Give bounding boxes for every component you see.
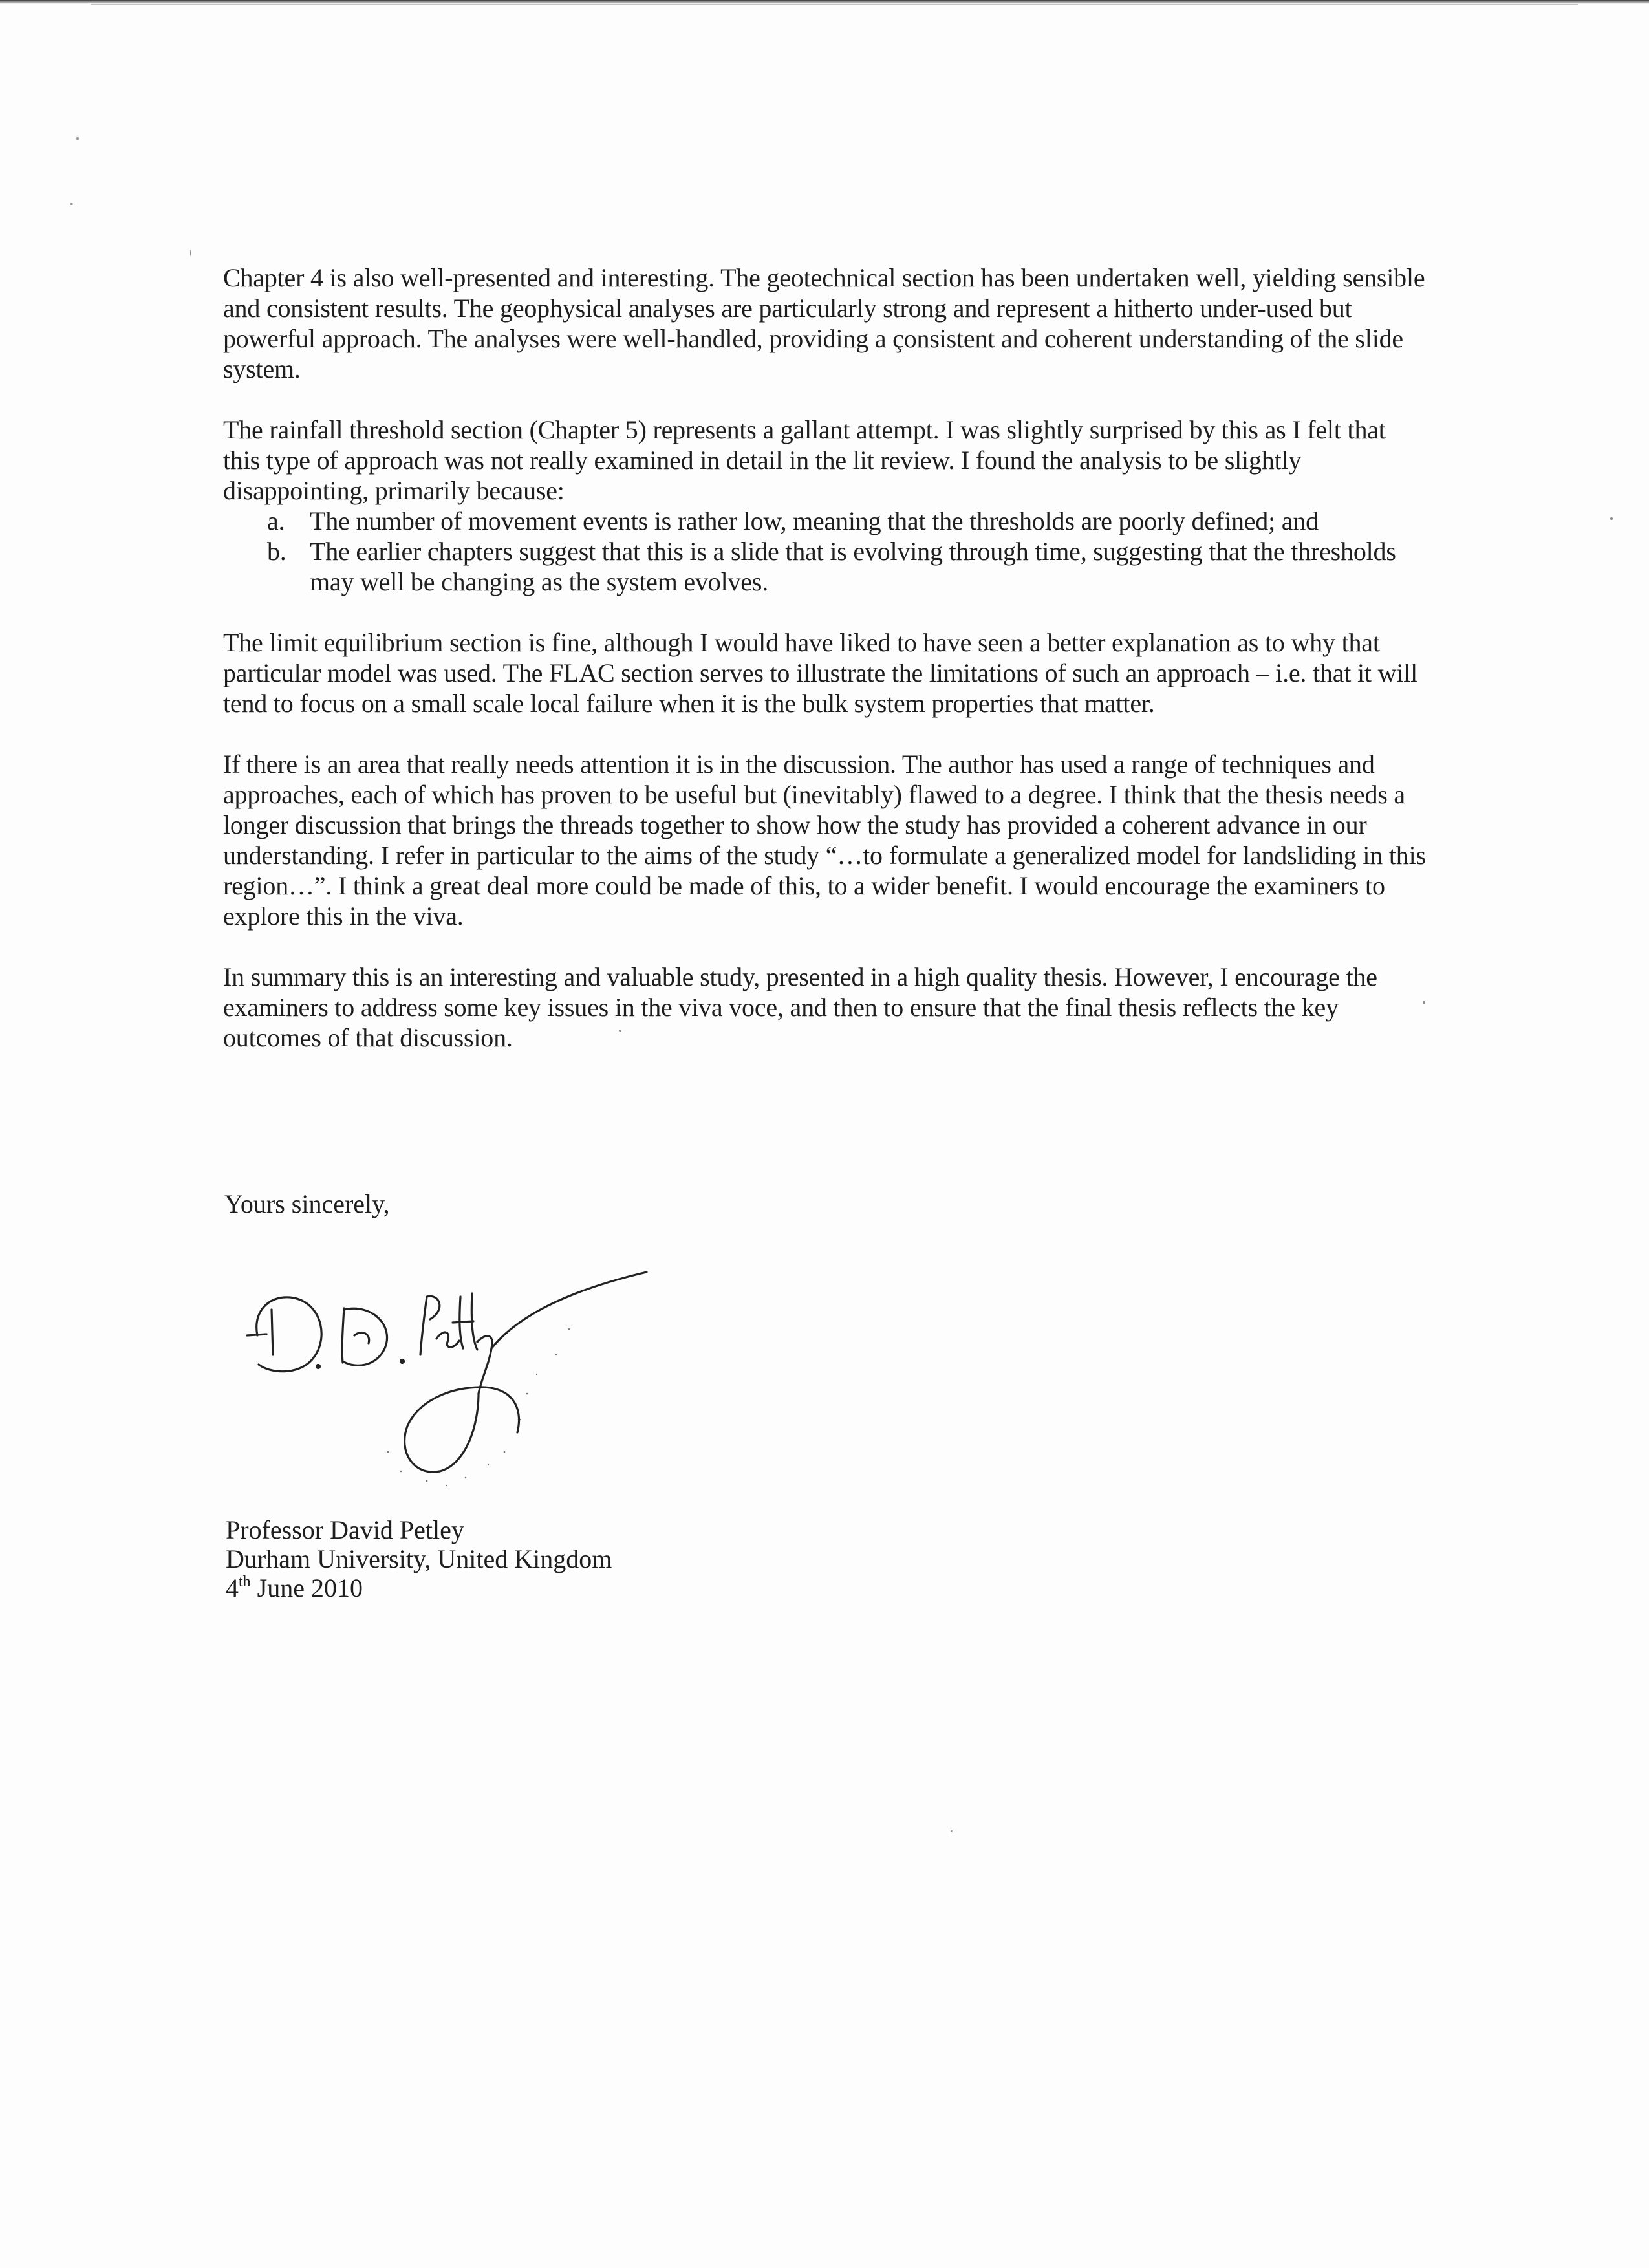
scan-edge-line xyxy=(91,4,1578,5)
list-marker: a. xyxy=(267,506,285,535)
scan-speck xyxy=(1610,517,1613,520)
paragraph-limit-equilibrium: The limit equilibrium section is fine, although I would have liked to have seen a better explanation as to why that particular model was used. The FLAC section serves to illustrate the limitations of such an approach – i.e. that it will tend to focus on a small scale local failure when it is the bulk system properties that matter. xyxy=(223,628,1418,718)
list-item xyxy=(223,536,1426,597)
list-item xyxy=(223,506,1426,536)
scan-speck xyxy=(951,1830,953,1832)
paragraph-summary: In summary this is an interesting and valuable study, presented in a high quality thesis. However, I encourage the examiners to address some key issues in the viva voce, and then to ensure that the final thesis reflects the key outcomes of that discussion. xyxy=(223,962,1377,1052)
list-item-text: The earlier chapters suggest that this is a slide that is evolving through time, suggesting that the thresholds may well be changing as the system evolves. xyxy=(310,537,1396,596)
list-item-text: The number of movement events is rather low, meaning that the thresholds are poorly defined; and xyxy=(310,506,1319,535)
paragraph-chapter-4: Chapter 4 is also well-presented and interesting. The geotechnical section has been undertaken well, yielding sensible and consistent results. The geophysical analyses are particularly strong and represent a hitherto under-used but powerful approach. The analyses were well-handled, providing a çonsistent and coherent understanding of the slide system. xyxy=(223,263,1425,383)
letter-body xyxy=(223,263,1426,1083)
reasons-list xyxy=(223,506,1426,597)
date-day: 4 xyxy=(226,1573,239,1603)
date-month-year: June 2010 xyxy=(250,1573,363,1603)
signatory-affiliation: Durham University, United Kingdom xyxy=(226,1544,612,1573)
handwritten-signature xyxy=(233,1258,673,1504)
signatory-name: Professor David Petley xyxy=(226,1515,464,1544)
scan-speck xyxy=(70,203,73,205)
scan-speck xyxy=(190,250,191,256)
date-ordinal-suffix: th xyxy=(239,1573,251,1590)
closing-salutation: Yours sincerely, xyxy=(224,1189,390,1218)
paragraph-rainfall-threshold: The rainfall threshold section (Chapter 5) represents a gallant attempt. I was slightly surprised by this as I felt that this type of approach was not really examined in detail in the lit review. I found the analysis to be slightly disappointing, primarily because: xyxy=(223,415,1386,505)
paragraph-discussion: If there is an area that really needs attention it is in the discussion. The author has used a range of techniques and approaches, each of which has proven to be useful but (inevitably) flawed to a degree. I think that the thesis needs a longer discussion that brings the threads together to show how the study has provided a coherent advance in our understanding. I refer in particular to the aims of the study “…to formulate a generalized model for landsliding in this region…”. I think a great deal more could be made of this, to a wider benefit. I would encourage the examiners to explore this in the viva. xyxy=(223,750,1426,931)
list-marker: b. xyxy=(267,537,286,566)
signatory-block xyxy=(226,1515,612,1603)
scan-speck xyxy=(76,137,79,140)
letter-date xyxy=(226,1573,612,1603)
